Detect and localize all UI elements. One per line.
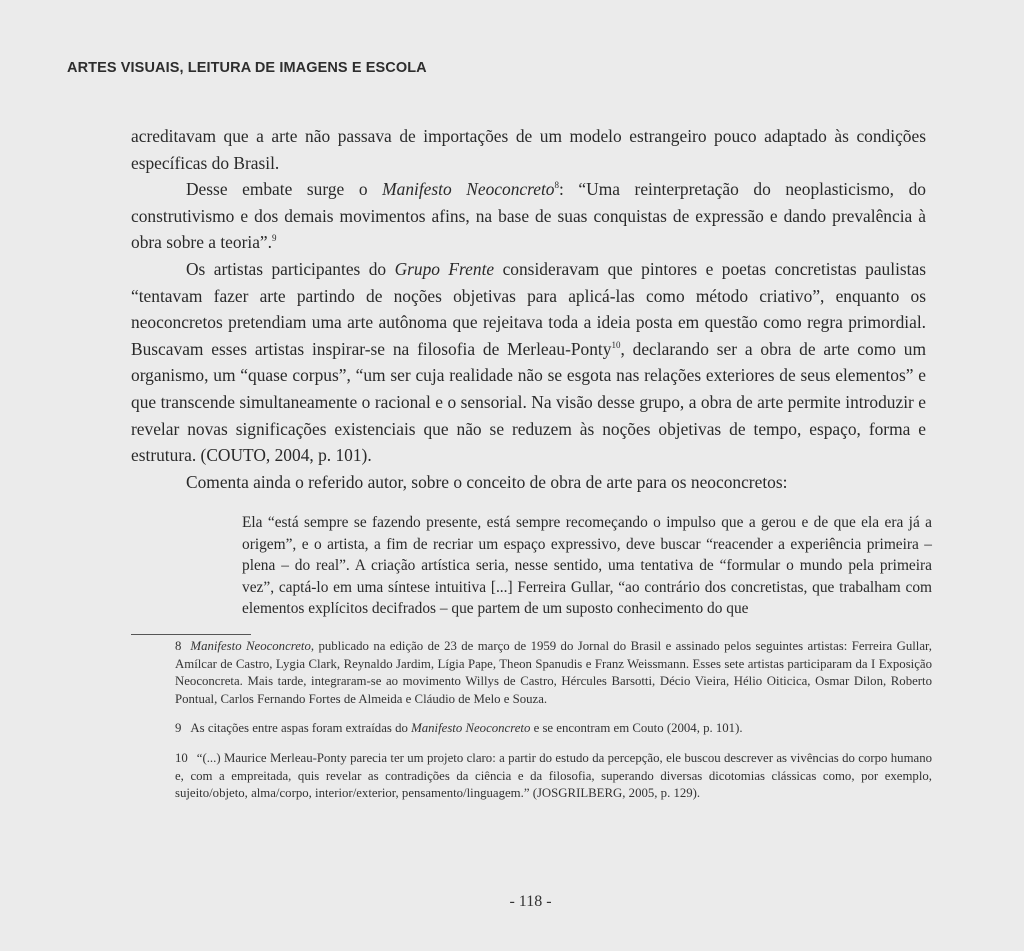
block-quote: Ela “está sempre se fazendo presente, está sempre recomeçando o impulso que a gerou e de que ela era já a origem”, e o artista, a fim de recriar um espaço expressivo, deve buscar “reacender a experiência primeira – plena – do real”. A criação artística seria, nesse sentido, uma tentativa de “formular o mundo pela primeira vez”, captá-lo em uma síntese intuitiva [...] Ferreira Gullar, “ao contrário dos concretistas, que trabalham com elementos explícitos decifrados – que partem de um suposto conhecimento do que — [242, 514, 932, 617]
footnote-number: 8 — [175, 639, 182, 653]
footnote-ref-10: 10 — [611, 339, 621, 350]
footnote-text-end: e se encontram em Couto (2004, p. 101). — [530, 721, 743, 736]
paragraph-3-middle: consideravam que pintores e poetas concretistas paulistas “tentavam fazer arte partindo de noções objetivas para aplicá-las como método criativo”, enquanto os neoconcretos pretendiam uma arte autônoma que rejeitava toda a ideia posta em questão como regra primordial. Buscavam esses artistas inspirar-se na filosofia de Merleau-Ponty — [131, 258, 926, 359]
manifesto-title: Manifesto Neoconcreto — [382, 179, 555, 200]
paragraph-3-end: , declarando ser a obra de arte como um organismo, um “quase corpus”, “um ser cuja realidade não se esgota nas relações exteriores de seus elementos” e que transcende simultaneamente o racional e o sensorial. Na visão desse grupo, a obra de arte permite introduzir e revelar novas significações existenciais que não se reduzem às noções objetivas de tempo, espaço, forma e estrutura. (COUTO, 2004, p. 101). — [131, 338, 927, 466]
footnote-number: 9 — [175, 721, 182, 736]
footnote-ref-9: 9 — [272, 233, 277, 244]
paragraph-3-text: Os artistas participantes do — [186, 258, 395, 279]
paragraph-2 — [131, 176, 926, 256]
footnote-title: Manifesto Neoconcreto — [411, 721, 531, 736]
footnote-title: Manifesto Neoconcreto — [190, 639, 311, 653]
footnote-8 — [175, 638, 932, 708]
footnote-9 — [175, 720, 932, 738]
footnote-text: As citações entre aspas foram extraídas do — [190, 721, 412, 736]
paragraph-4: Comenta ainda o referido autor, sobre o conceito de obra de arte para os neoconcretos: — [186, 471, 788, 492]
footnote-number: 10 — [175, 750, 188, 765]
paragraph-2-quote: : “Uma reinterpretação do neoplasticismo, do construtivismo e dos demais movimentos afins, na base de suas conquistas de expressão e dando prevalência à obra sobre a teoria”. — [131, 179, 926, 253]
footnote-ref-8: 8 — [554, 180, 559, 191]
group-name: Grupo Frente — [394, 258, 495, 279]
paragraph-3 — [131, 256, 926, 469]
main-text — [131, 123, 926, 495]
paragraph-1: acreditavam que a arte não passava de importações de um modelo estrangeiro pouco adaptado às condições específicas do Brasil. — [131, 126, 926, 173]
footnote-text: “(...) Maurice Merleau-Ponty parecia ter um projeto claro: a partir do estudo da percepção, ele buscou descrever as vivências do corpo humano e, com a empreitada, quis revelar as contradições da ciência e da filosofia, superando diversas dicotomias clássicas como, por exemplo, sujeito/objeto, alma/corpo, interior/exterior, pensamento/linguagem.” (JOSGRILBERG, 2005, p. 129). — [175, 750, 932, 801]
footnote-text: , publicado na edição de 23 de março de 1959 do Jornal do Brasil e assinado pelos seguintes artistas: Ferreira Gullar, Amílcar de Castro, Lygia Clark, Reynaldo Jardim, Lígia Pape, Theon Spanudis e Franz Weissmann. Esses sete artistas participaram da I Exposição Neoconcreta. Mais tarde, integraram-se ao movimento Willys de Castro, Hércules Barsotti, Décio Vieira, Hélio Oiticica, Osmar Dilon, Roberto Pontual, Carlos Fernando Fortes de Almeida e Cláudio de Melo e Souza. — [175, 639, 932, 706]
paragraph-2-text: Desse embate surge o — [186, 179, 383, 200]
running-header: ARTES VISUAIS, LEITURA DE IMAGENS E ESCOLA — [67, 60, 427, 76]
footnote-separator — [131, 634, 251, 635]
footnotes — [175, 638, 932, 803]
footnote-10 — [175, 750, 932, 803]
page-number: - 118 - — [509, 893, 552, 910]
